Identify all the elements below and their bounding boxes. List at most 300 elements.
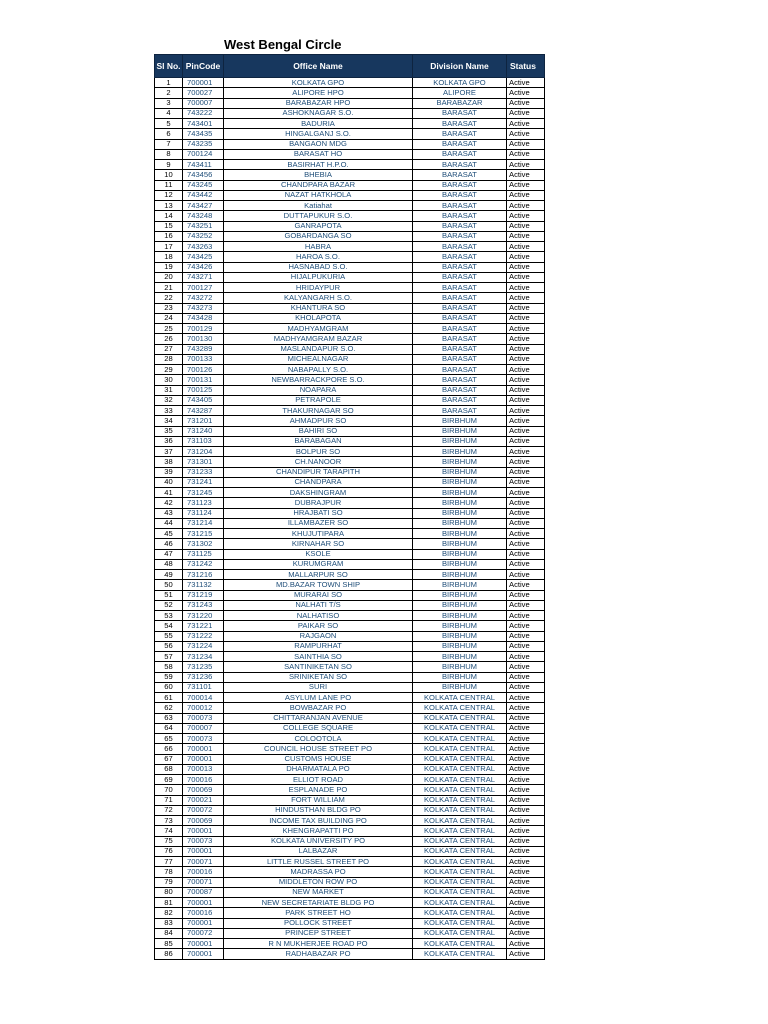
cell-division-name: BARASAT bbox=[413, 201, 507, 211]
table-row bbox=[155, 549, 545, 559]
cell-division-name: KOLKATA CENTRAL bbox=[413, 693, 507, 703]
table-row bbox=[155, 139, 545, 149]
cell-pincode: 700124 bbox=[183, 149, 224, 159]
cell-pincode: 731125 bbox=[183, 549, 224, 559]
cell-sl-no: 62 bbox=[155, 703, 183, 713]
cell-division-name: BIRBHUM bbox=[413, 570, 507, 580]
cell-status: Active bbox=[507, 734, 545, 744]
table-row bbox=[155, 641, 545, 651]
cell-pincode: 731243 bbox=[183, 600, 224, 610]
cell-sl-no: 56 bbox=[155, 641, 183, 651]
cell-division-name: BARASAT bbox=[413, 231, 507, 241]
cell-division-name: BIRBHUM bbox=[413, 457, 507, 467]
cell-division-name: BIRBHUM bbox=[413, 488, 507, 498]
cell-office-name: ALIPORE HPO bbox=[224, 88, 413, 98]
cell-pincode: 731201 bbox=[183, 416, 224, 426]
table-row bbox=[155, 88, 545, 98]
cell-sl-no: 42 bbox=[155, 498, 183, 508]
cell-division-name: BIRBHUM bbox=[413, 539, 507, 549]
cell-sl-no: 41 bbox=[155, 488, 183, 498]
cell-pincode: 731101 bbox=[183, 682, 224, 692]
cell-sl-no: 15 bbox=[155, 221, 183, 231]
cell-office-name: KIRNAHAR SO bbox=[224, 539, 413, 549]
table-row bbox=[155, 918, 545, 928]
cell-sl-no: 54 bbox=[155, 621, 183, 631]
cell-office-name: KOLKATA UNIVERSITY PO bbox=[224, 836, 413, 846]
cell-status: Active bbox=[507, 334, 545, 344]
table-row bbox=[155, 406, 545, 416]
cell-sl-no: 24 bbox=[155, 313, 183, 323]
cell-division-name: BIRBHUM bbox=[413, 559, 507, 569]
cell-sl-no: 2 bbox=[155, 88, 183, 98]
cell-office-name: NEWBARRACKPORE S.O. bbox=[224, 375, 413, 385]
cell-office-name: KURUMGRAM bbox=[224, 559, 413, 569]
cell-office-name: BARASAT HO bbox=[224, 149, 413, 159]
cell-office-name: PRINCEP STREET bbox=[224, 928, 413, 938]
cell-division-name: KOLKATA CENTRAL bbox=[413, 846, 507, 856]
cell-office-name: NALHATISO bbox=[224, 611, 413, 621]
cell-sl-no: 49 bbox=[155, 570, 183, 580]
cell-pincode: 700016 bbox=[183, 908, 224, 918]
cell-division-name: BARASAT bbox=[413, 108, 507, 118]
cell-sl-no: 43 bbox=[155, 508, 183, 518]
cell-status: Active bbox=[507, 928, 545, 938]
cell-pincode: 743405 bbox=[183, 395, 224, 405]
cell-division-name: BIRBHUM bbox=[413, 549, 507, 559]
cell-pincode: 731204 bbox=[183, 447, 224, 457]
cell-division-name: KOLKATA CENTRAL bbox=[413, 805, 507, 815]
cell-division-name: BARASAT bbox=[413, 354, 507, 364]
cell-division-name: BIRBHUM bbox=[413, 477, 507, 487]
cell-office-name: DAKSHINGRAM bbox=[224, 488, 413, 498]
cell-office-name: KHUJUTIPARA bbox=[224, 529, 413, 539]
cell-sl-no: 35 bbox=[155, 426, 183, 436]
cell-status: Active bbox=[507, 652, 545, 662]
cell-sl-no: 17 bbox=[155, 242, 183, 252]
cell-division-name: BIRBHUM bbox=[413, 621, 507, 631]
cell-status: Active bbox=[507, 775, 545, 785]
cell-sl-no: 82 bbox=[155, 908, 183, 918]
cell-pincode: 700133 bbox=[183, 354, 224, 364]
cell-status: Active bbox=[507, 611, 545, 621]
cell-sl-no: 75 bbox=[155, 836, 183, 846]
cell-office-name: RAMPURHAT bbox=[224, 641, 413, 651]
cell-status: Active bbox=[507, 887, 545, 897]
cell-status: Active bbox=[507, 621, 545, 631]
cell-sl-no: 60 bbox=[155, 682, 183, 692]
cell-status: Active bbox=[507, 436, 545, 446]
cell-status: Active bbox=[507, 78, 545, 88]
cell-office-name: COLOOTOLA bbox=[224, 734, 413, 744]
cell-status: Active bbox=[507, 908, 545, 918]
cell-pincode: 731123 bbox=[183, 498, 224, 508]
cell-pincode: 700016 bbox=[183, 867, 224, 877]
cell-status: Active bbox=[507, 713, 545, 723]
cell-pincode: 700130 bbox=[183, 334, 224, 344]
cell-division-name: KOLKATA CENTRAL bbox=[413, 887, 507, 897]
header-status: Status bbox=[507, 55, 545, 78]
cell-division-name: ALIPORE bbox=[413, 88, 507, 98]
cell-division-name: KOLKATA CENTRAL bbox=[413, 898, 507, 908]
cell-office-name: ILLAMBAZER SO bbox=[224, 518, 413, 528]
cell-office-name: HRAJBATI SO bbox=[224, 508, 413, 518]
cell-status: Active bbox=[507, 580, 545, 590]
cell-status: Active bbox=[507, 447, 545, 457]
cell-sl-no: 25 bbox=[155, 324, 183, 334]
table-row bbox=[155, 190, 545, 200]
cell-sl-no: 3 bbox=[155, 98, 183, 108]
cell-division-name: BIRBHUM bbox=[413, 662, 507, 672]
cell-division-name: BIRBHUM bbox=[413, 631, 507, 641]
cell-pincode: 731302 bbox=[183, 539, 224, 549]
cell-office-name: MADHYAMGRAM bbox=[224, 324, 413, 334]
cell-office-name: PARK STREET HO bbox=[224, 908, 413, 918]
cell-division-name: BIRBHUM bbox=[413, 600, 507, 610]
cell-division-name: KOLKATA CENTRAL bbox=[413, 857, 507, 867]
header-row bbox=[155, 55, 545, 78]
cell-sl-no: 22 bbox=[155, 293, 183, 303]
cell-status: Active bbox=[507, 98, 545, 108]
cell-office-name: GANRAPOTA bbox=[224, 221, 413, 231]
cell-status: Active bbox=[507, 385, 545, 395]
table-row bbox=[155, 836, 545, 846]
cell-division-name: KOLKATA CENTRAL bbox=[413, 703, 507, 713]
table-row bbox=[155, 98, 545, 108]
cell-status: Active bbox=[507, 416, 545, 426]
cell-pincode: 700072 bbox=[183, 928, 224, 938]
cell-status: Active bbox=[507, 108, 545, 118]
cell-status: Active bbox=[507, 426, 545, 436]
cell-sl-no: 77 bbox=[155, 857, 183, 867]
cell-sl-no: 57 bbox=[155, 652, 183, 662]
table-row bbox=[155, 324, 545, 334]
cell-division-name: BARASAT bbox=[413, 395, 507, 405]
cell-sl-no: 9 bbox=[155, 160, 183, 170]
table-row bbox=[155, 467, 545, 477]
cell-pincode: 731222 bbox=[183, 631, 224, 641]
cell-sl-no: 26 bbox=[155, 334, 183, 344]
table-row bbox=[155, 816, 545, 826]
cell-pincode: 731221 bbox=[183, 621, 224, 631]
cell-division-name: BARASAT bbox=[413, 375, 507, 385]
cell-division-name: BARASAT bbox=[413, 303, 507, 313]
cell-pincode: 700071 bbox=[183, 857, 224, 867]
cell-status: Active bbox=[507, 313, 545, 323]
cell-pincode: 700001 bbox=[183, 826, 224, 836]
table-row bbox=[155, 334, 545, 344]
cell-office-name: KHOLAPOTA bbox=[224, 313, 413, 323]
cell-status: Active bbox=[507, 846, 545, 856]
cell-pincode: 731219 bbox=[183, 590, 224, 600]
table-row bbox=[155, 928, 545, 938]
cell-pincode: 700131 bbox=[183, 375, 224, 385]
cell-pincode: 731242 bbox=[183, 559, 224, 569]
cell-division-name: BARASAT bbox=[413, 283, 507, 293]
cell-pincode: 700001 bbox=[183, 846, 224, 856]
table-row bbox=[155, 477, 545, 487]
cell-sl-no: 40 bbox=[155, 477, 183, 487]
cell-division-name: BIRBHUM bbox=[413, 652, 507, 662]
cell-division-name: KOLKATA CENTRAL bbox=[413, 867, 507, 877]
cell-status: Active bbox=[507, 170, 545, 180]
cell-office-name: KALYANGARH S.O. bbox=[224, 293, 413, 303]
cell-office-name: FORT WILLIAM bbox=[224, 795, 413, 805]
table-row bbox=[155, 785, 545, 795]
cell-status: Active bbox=[507, 283, 545, 293]
table-row bbox=[155, 600, 545, 610]
cell-division-name: BARASAT bbox=[413, 129, 507, 139]
cell-sl-no: 46 bbox=[155, 539, 183, 549]
table-row bbox=[155, 775, 545, 785]
cell-status: Active bbox=[507, 365, 545, 375]
cell-office-name: BARABAZAR HPO bbox=[224, 98, 413, 108]
cell-sl-no: 16 bbox=[155, 231, 183, 241]
cell-pincode: 743222 bbox=[183, 108, 224, 118]
cell-office-name: POLLOCK STREET bbox=[224, 918, 413, 928]
cell-office-name: MADHYAMGRAM BAZAR bbox=[224, 334, 413, 344]
cell-sl-no: 73 bbox=[155, 816, 183, 826]
table-row bbox=[155, 867, 545, 877]
cell-division-name: BIRBHUM bbox=[413, 611, 507, 621]
cell-pincode: 743401 bbox=[183, 119, 224, 129]
cell-pincode: 731224 bbox=[183, 641, 224, 651]
cell-sl-no: 11 bbox=[155, 180, 183, 190]
cell-division-name: BARASAT bbox=[413, 190, 507, 200]
cell-status: Active bbox=[507, 498, 545, 508]
table-row bbox=[155, 590, 545, 600]
cell-sl-no: 39 bbox=[155, 467, 183, 477]
cell-pincode: 743289 bbox=[183, 344, 224, 354]
cell-division-name: BIRBHUM bbox=[413, 498, 507, 508]
cell-sl-no: 58 bbox=[155, 662, 183, 672]
cell-office-name: DHARMATALA PO bbox=[224, 764, 413, 774]
cell-sl-no: 47 bbox=[155, 549, 183, 559]
cell-sl-no: 51 bbox=[155, 590, 183, 600]
cell-office-name: INCOME TAX BUILDING PO bbox=[224, 816, 413, 826]
cell-sl-no: 33 bbox=[155, 406, 183, 416]
cell-office-name: BOLPUR SO bbox=[224, 447, 413, 457]
table-row bbox=[155, 416, 545, 426]
cell-pincode: 731132 bbox=[183, 580, 224, 590]
cell-division-name: BIRBHUM bbox=[413, 436, 507, 446]
cell-office-name: LALBAZAR bbox=[224, 846, 413, 856]
table-row bbox=[155, 693, 545, 703]
table-row bbox=[155, 631, 545, 641]
table-row bbox=[155, 908, 545, 918]
cell-office-name: ELLIOT ROAD bbox=[224, 775, 413, 785]
cell-sl-no: 79 bbox=[155, 877, 183, 887]
cell-office-name: NOAPARA bbox=[224, 385, 413, 395]
cell-sl-no: 69 bbox=[155, 775, 183, 785]
cell-division-name: KOLKATA CENTRAL bbox=[413, 785, 507, 795]
cell-division-name: BARASAT bbox=[413, 406, 507, 416]
table-row bbox=[155, 570, 545, 580]
cell-office-name: RAJGAON bbox=[224, 631, 413, 641]
cell-sl-no: 45 bbox=[155, 529, 183, 539]
cell-sl-no: 80 bbox=[155, 887, 183, 897]
cell-office-name: HINDUSTHAN BLDG PO bbox=[224, 805, 413, 815]
cell-status: Active bbox=[507, 662, 545, 672]
cell-pincode: 731215 bbox=[183, 529, 224, 539]
cell-office-name: SANTINIKETAN SO bbox=[224, 662, 413, 672]
cell-pincode: 700021 bbox=[183, 795, 224, 805]
cell-sl-no: 44 bbox=[155, 518, 183, 528]
cell-office-name: NALHATI T/S bbox=[224, 600, 413, 610]
cell-sl-no: 30 bbox=[155, 375, 183, 385]
table-row bbox=[155, 426, 545, 436]
cell-status: Active bbox=[507, 211, 545, 221]
cell-office-name: BARABAGAN bbox=[224, 436, 413, 446]
cell-status: Active bbox=[507, 744, 545, 754]
cell-pincode: 731214 bbox=[183, 518, 224, 528]
cell-office-name: NAZAT HATKHOLA bbox=[224, 190, 413, 200]
cell-office-name: MURARAI SO bbox=[224, 590, 413, 600]
table-row bbox=[155, 457, 545, 467]
table-row bbox=[155, 211, 545, 221]
cell-office-name: NEW MARKET bbox=[224, 887, 413, 897]
cell-office-name: BHEBIA bbox=[224, 170, 413, 180]
table-row bbox=[155, 826, 545, 836]
cell-pincode: 743427 bbox=[183, 201, 224, 211]
cell-office-name: CHANDIPUR TARAPITH bbox=[224, 467, 413, 477]
cell-sl-no: 29 bbox=[155, 365, 183, 375]
table-row bbox=[155, 365, 545, 375]
cell-status: Active bbox=[507, 549, 545, 559]
cell-sl-no: 19 bbox=[155, 262, 183, 272]
cell-pincode: 731124 bbox=[183, 508, 224, 518]
table-row bbox=[155, 713, 545, 723]
cell-status: Active bbox=[507, 826, 545, 836]
cell-division-name: KOLKATA CENTRAL bbox=[413, 949, 507, 959]
cell-status: Active bbox=[507, 785, 545, 795]
cell-status: Active bbox=[507, 529, 545, 539]
cell-division-name: BARASAT bbox=[413, 211, 507, 221]
cell-division-name: BARASAT bbox=[413, 334, 507, 344]
cell-sl-no: 50 bbox=[155, 580, 183, 590]
cell-office-name: CH.NANOOR bbox=[224, 457, 413, 467]
cell-status: Active bbox=[507, 375, 545, 385]
cell-pincode: 743428 bbox=[183, 313, 224, 323]
cell-division-name: KOLKATA CENTRAL bbox=[413, 764, 507, 774]
table-row bbox=[155, 723, 545, 733]
cell-sl-no: 12 bbox=[155, 190, 183, 200]
cell-division-name: KOLKATA CENTRAL bbox=[413, 713, 507, 723]
cell-sl-no: 71 bbox=[155, 795, 183, 805]
cell-pincode: 700069 bbox=[183, 785, 224, 795]
cell-pincode: 700071 bbox=[183, 877, 224, 887]
cell-sl-no: 38 bbox=[155, 457, 183, 467]
cell-status: Active bbox=[507, 949, 545, 959]
cell-division-name: BARASAT bbox=[413, 221, 507, 231]
cell-division-name: BIRBHUM bbox=[413, 467, 507, 477]
cell-status: Active bbox=[507, 221, 545, 231]
cell-pincode: 743426 bbox=[183, 262, 224, 272]
cell-sl-no: 66 bbox=[155, 744, 183, 754]
cell-pincode: 700007 bbox=[183, 723, 224, 733]
table-row bbox=[155, 672, 545, 682]
cell-pincode: 700073 bbox=[183, 713, 224, 723]
table-row bbox=[155, 764, 545, 774]
cell-pincode: 700001 bbox=[183, 898, 224, 908]
cell-pincode: 743442 bbox=[183, 190, 224, 200]
cell-status: Active bbox=[507, 324, 545, 334]
cell-pincode: 743411 bbox=[183, 160, 224, 170]
cell-pincode: 731245 bbox=[183, 488, 224, 498]
cell-sl-no: 20 bbox=[155, 272, 183, 282]
cell-pincode: 731301 bbox=[183, 457, 224, 467]
cell-sl-no: 64 bbox=[155, 723, 183, 733]
cell-pincode: 700072 bbox=[183, 805, 224, 815]
cell-status: Active bbox=[507, 672, 545, 682]
cell-office-name: MICHEALNAGAR bbox=[224, 354, 413, 364]
cell-status: Active bbox=[507, 939, 545, 949]
cell-sl-no: 13 bbox=[155, 201, 183, 211]
cell-division-name: BARASAT bbox=[413, 344, 507, 354]
table-row bbox=[155, 887, 545, 897]
cell-sl-no: 8 bbox=[155, 149, 183, 159]
cell-pincode: 731236 bbox=[183, 672, 224, 682]
cell-pincode: 700014 bbox=[183, 693, 224, 703]
table-row bbox=[155, 754, 545, 764]
cell-sl-no: 61 bbox=[155, 693, 183, 703]
cell-division-name: KOLKATA CENTRAL bbox=[413, 744, 507, 754]
cell-division-name: BARASAT bbox=[413, 313, 507, 323]
cell-sl-no: 7 bbox=[155, 139, 183, 149]
cell-pincode: 743251 bbox=[183, 221, 224, 231]
cell-division-name: KOLKATA CENTRAL bbox=[413, 877, 507, 887]
cell-office-name: CUSTOMS HOUSE bbox=[224, 754, 413, 764]
cell-pincode: 743235 bbox=[183, 139, 224, 149]
cell-office-name: BASIRHAT H.P.O. bbox=[224, 160, 413, 170]
cell-office-name: SURI bbox=[224, 682, 413, 692]
cell-office-name: BANGAON MDG bbox=[224, 139, 413, 149]
cell-pincode: 700127 bbox=[183, 283, 224, 293]
cell-status: Active bbox=[507, 344, 545, 354]
cell-status: Active bbox=[507, 160, 545, 170]
cell-sl-no: 18 bbox=[155, 252, 183, 262]
cell-division-name: BIRBHUM bbox=[413, 426, 507, 436]
cell-division-name: BIRBHUM bbox=[413, 682, 507, 692]
cell-office-name: MADRASSA PO bbox=[224, 867, 413, 877]
table-row bbox=[155, 119, 545, 129]
cell-sl-no: 21 bbox=[155, 283, 183, 293]
table-row bbox=[155, 898, 545, 908]
cell-office-name: MD.BAZAR TOWN SHIP bbox=[224, 580, 413, 590]
table-row bbox=[155, 846, 545, 856]
cell-office-name: PETRAPOLE bbox=[224, 395, 413, 405]
table-row bbox=[155, 170, 545, 180]
cell-division-name: KOLKATA CENTRAL bbox=[413, 908, 507, 918]
cell-office-name: DUTTAPUKUR S.O. bbox=[224, 211, 413, 221]
cell-division-name: KOLKATA CENTRAL bbox=[413, 723, 507, 733]
cell-sl-no: 34 bbox=[155, 416, 183, 426]
cell-division-name: BARASAT bbox=[413, 365, 507, 375]
cell-sl-no: 85 bbox=[155, 939, 183, 949]
cell-pincode: 743263 bbox=[183, 242, 224, 252]
cell-pincode: 743456 bbox=[183, 170, 224, 180]
cell-pincode: 731216 bbox=[183, 570, 224, 580]
cell-status: Active bbox=[507, 201, 545, 211]
cell-status: Active bbox=[507, 395, 545, 405]
cell-sl-no: 84 bbox=[155, 928, 183, 938]
cell-sl-no: 70 bbox=[155, 785, 183, 795]
table-row bbox=[155, 682, 545, 692]
cell-office-name: BADURIA bbox=[224, 119, 413, 129]
cell-status: Active bbox=[507, 898, 545, 908]
cell-division-name: BARASAT bbox=[413, 385, 507, 395]
cell-division-name: KOLKATA CENTRAL bbox=[413, 754, 507, 764]
cell-pincode: 700013 bbox=[183, 764, 224, 774]
